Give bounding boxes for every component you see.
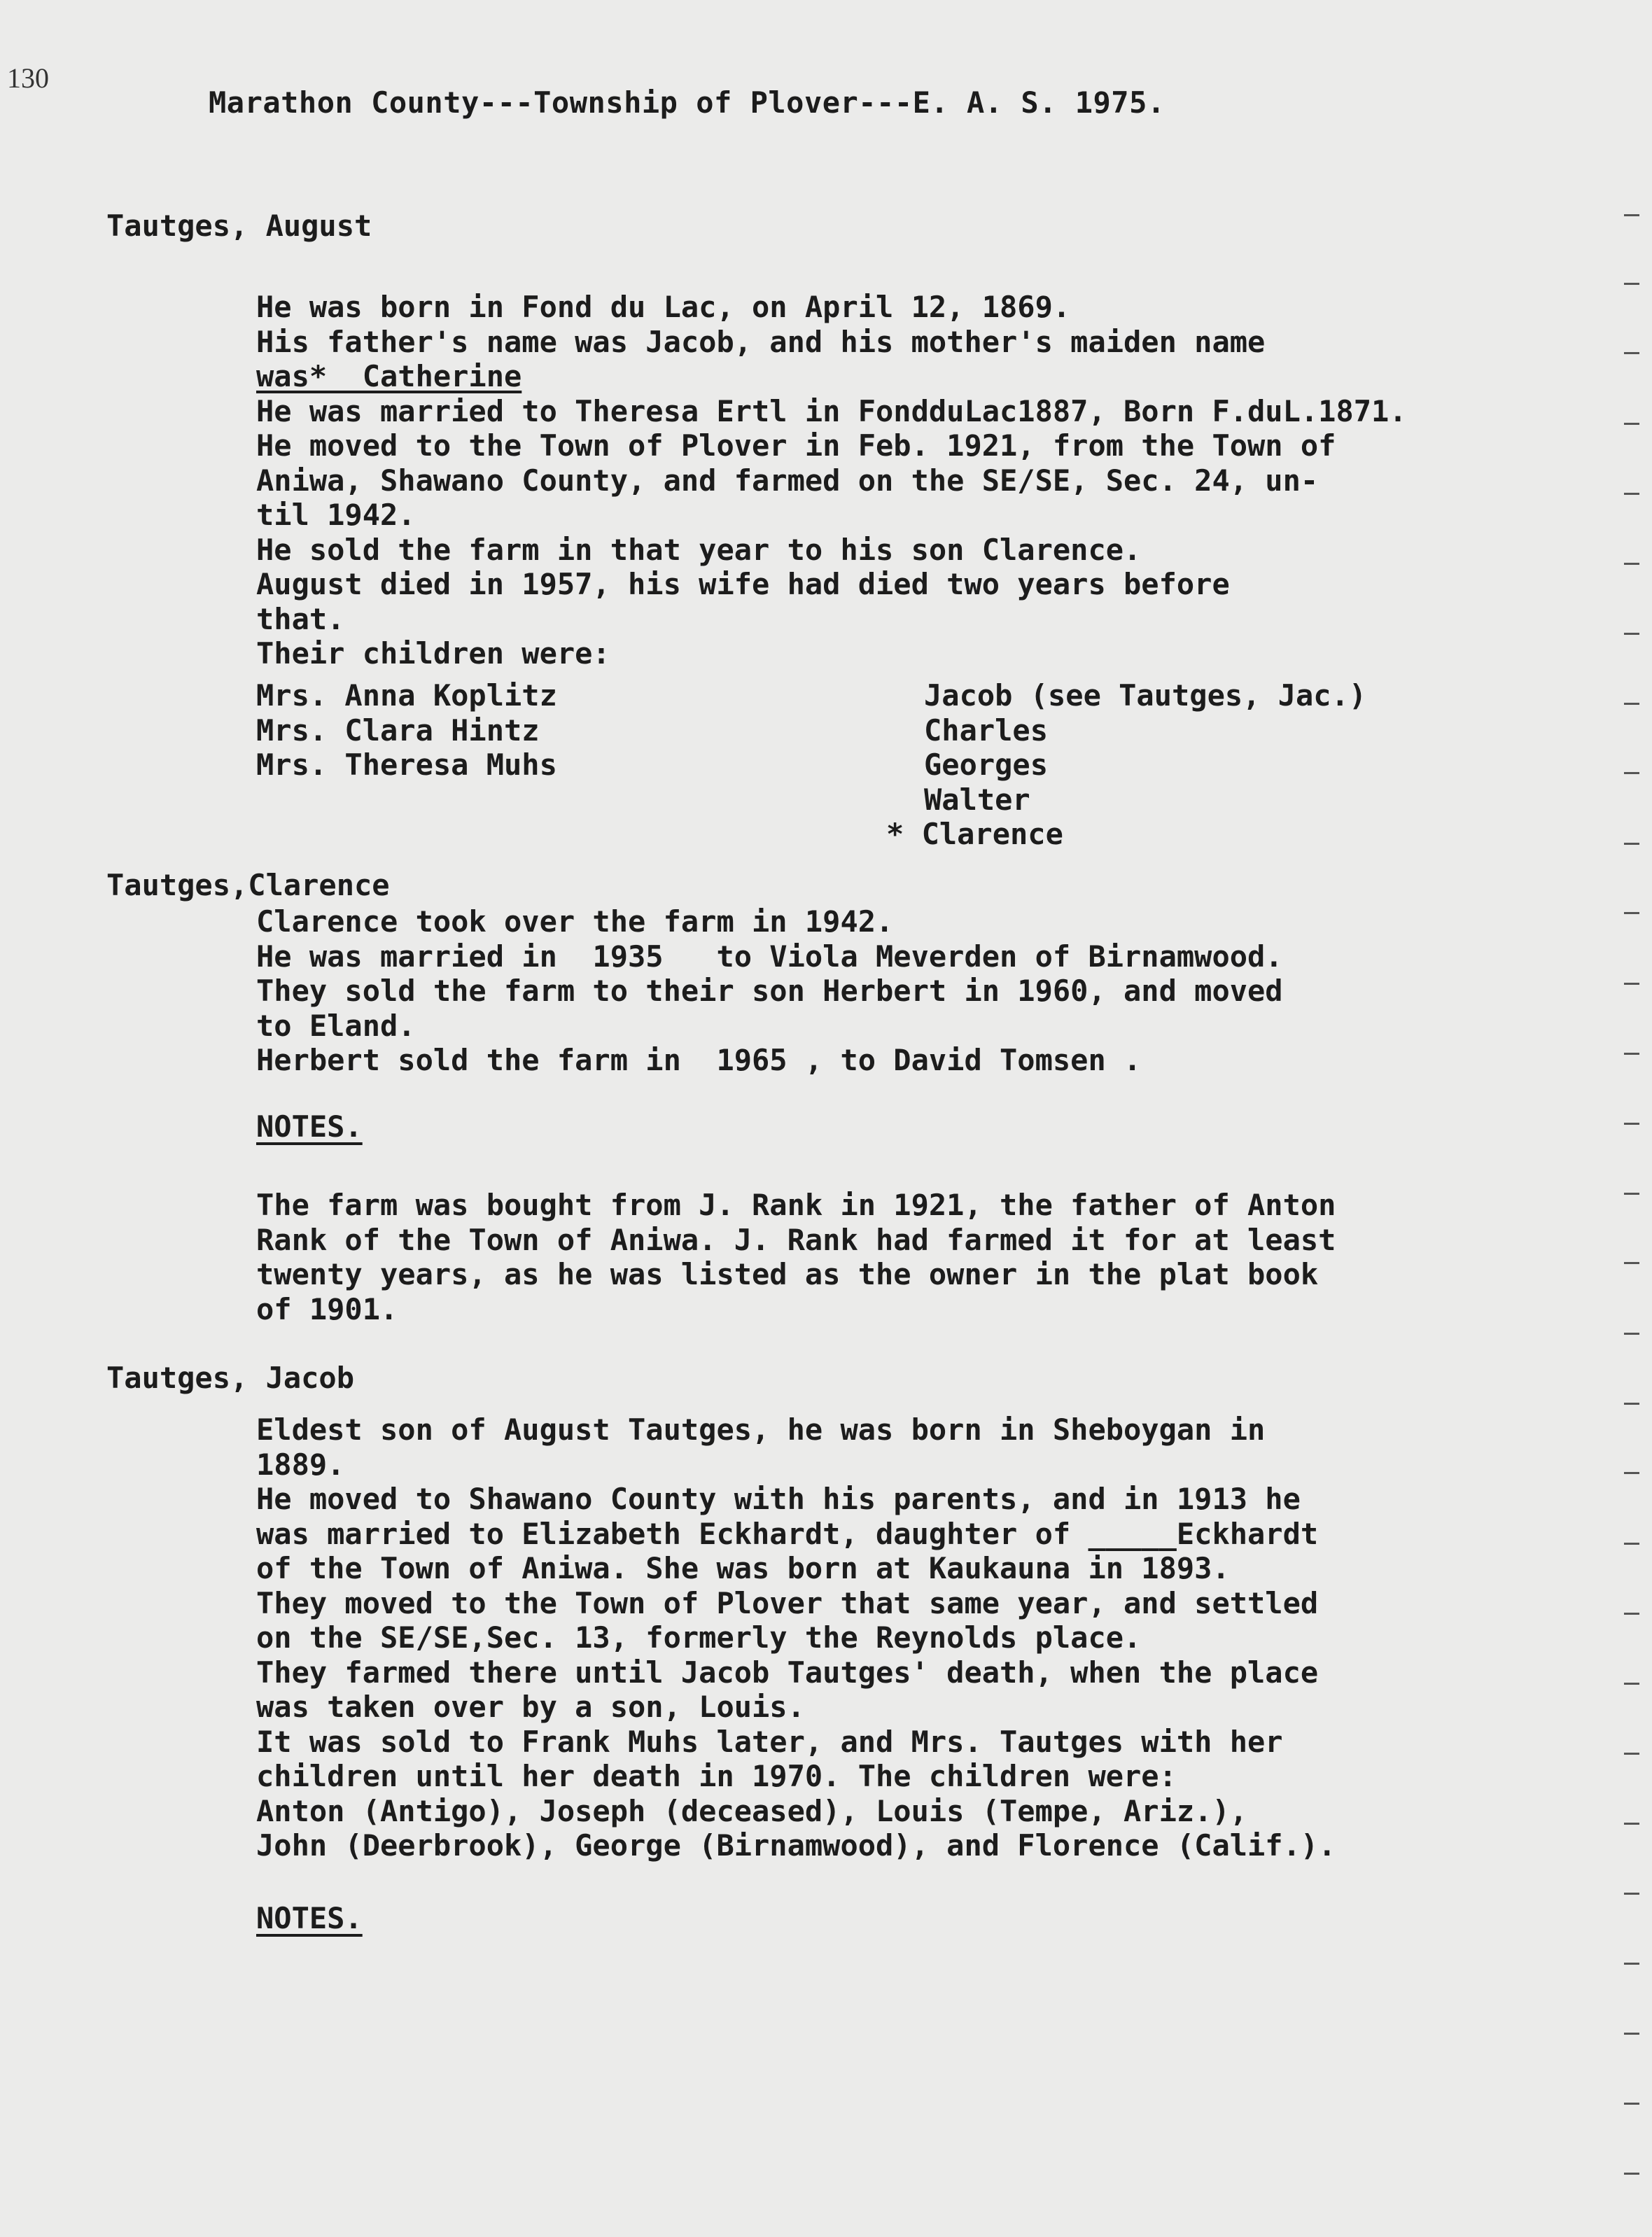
notes-label-jacob: NOTES. xyxy=(256,1901,363,1935)
text-line: They farmed there until Jacob Tautges' death, when the place xyxy=(256,1655,1319,1690)
child-item: Jacob (see Tautges, Jac.) xyxy=(924,678,1367,713)
text-line: of 1901. xyxy=(256,1291,398,1326)
margin-tick xyxy=(1624,563,1639,565)
text-line: They moved to the Town of Plover that same year, and settled xyxy=(256,1585,1319,1620)
margin-tick xyxy=(1624,2103,1639,2105)
text-line: He moved to Shawano County with his parents, and in 1913 he xyxy=(256,1482,1301,1516)
margin-tick xyxy=(1624,1123,1639,1125)
text-line: He sold the farm in that year to his son Clarence. xyxy=(256,532,1142,567)
text-line: was taken over by a son, Louis. xyxy=(256,1690,805,1724)
text-line: The farm was bought from J. Rank in 1921, the father of Anton xyxy=(256,1188,1336,1222)
margin-tick xyxy=(1624,1963,1639,1965)
margin-tick xyxy=(1624,983,1639,985)
entry-name-jacob: Tautges, Jacob xyxy=(106,1361,355,1395)
margin-tick xyxy=(1624,2033,1639,2035)
text-line: He was married to Theresa Ertl in FondduLac1887, Born F.duL.1871. xyxy=(256,393,1407,428)
text-line: on the SE/SE,Sec. 13, formerly the Reynolds place. xyxy=(256,1620,1142,1655)
text-line: to Eland. xyxy=(256,1008,416,1043)
text-line: Anton (Antigo), Joseph (deceased), Louis (Tempe, Ariz.), xyxy=(256,1793,1248,1828)
text-line: Aniwa, Shawano County, and farmed on the SE/SE, Sec. 24, un- xyxy=(256,463,1319,498)
text-line: til 1942. xyxy=(256,498,416,532)
text-line: was married to Elizabeth Eckhardt, daughter of _____Eckhardt xyxy=(256,1516,1319,1551)
margin-tick xyxy=(1624,1823,1639,1825)
child-item: Charles xyxy=(924,713,1049,748)
margin-tick xyxy=(1624,772,1639,774)
child-item: Mrs. Clara Hintz xyxy=(256,713,540,748)
margin-tick xyxy=(1624,1613,1639,1615)
margin-tick xyxy=(1624,912,1639,914)
entry-august-body xyxy=(256,290,1628,671)
margin-tick xyxy=(1624,1053,1639,1055)
text-line: He was married in 1935 to Viola Meverden of Birnamwood. xyxy=(256,939,1283,974)
notes-clarence-body xyxy=(256,1188,1628,1326)
entry-clarence-body xyxy=(256,904,1628,1078)
page-heading: Marathon County---Township of Plover---E. A. S. 1975. xyxy=(209,85,1166,120)
child-item: Walter xyxy=(924,782,1030,817)
margin-ticks xyxy=(1624,0,1645,2237)
margin-tick xyxy=(1624,283,1639,285)
margin-tick xyxy=(1624,1262,1639,1264)
child-item: Georges xyxy=(924,748,1049,782)
children-list-right xyxy=(886,678,1366,852)
margin-tick xyxy=(1624,1683,1639,1685)
entry-name-clarence: Tautges,Clarence xyxy=(106,868,390,902)
text-line: 1889. xyxy=(256,1447,345,1482)
children-list-left xyxy=(256,678,557,783)
text-line: children until her death in 1970. The children were: xyxy=(256,1759,1177,1793)
text-line: His father's name was Jacob, and his mother's maiden name xyxy=(256,324,1266,359)
margin-tick xyxy=(1624,352,1639,354)
text-line: He was born in Fond du Lac, on April 12, 1869. xyxy=(256,290,1071,324)
margin-tick xyxy=(1624,1472,1639,1474)
notes-label-clarence: NOTES. xyxy=(256,1109,363,1144)
text-line: Rank of the Town of Aniwa. J. Rank had farmed it for at least xyxy=(256,1222,1336,1257)
margin-tick xyxy=(1624,703,1639,705)
text-line: They sold the farm to their son Herbert in 1960, and moved xyxy=(256,974,1283,1008)
margin-tick xyxy=(1624,1543,1639,1545)
margin-tick xyxy=(1624,1403,1639,1405)
text-line: Their children were: xyxy=(256,636,610,671)
child-item: Mrs. Anna Koplitz xyxy=(256,678,557,713)
text-line: of the Town of Aniwa. She was born at Kaukauna in 1893. xyxy=(256,1551,1230,1585)
text-line: It was sold to Frank Muhs later, and Mrs. Tautges with her xyxy=(256,1724,1283,1759)
margin-tick xyxy=(1624,493,1639,495)
margin-tick xyxy=(1624,633,1639,635)
margin-tick xyxy=(1624,214,1639,216)
margin-tick xyxy=(1624,1193,1639,1195)
child-item: Mrs. Theresa Muhs xyxy=(256,748,557,782)
text-line: August died in 1957, his wife had died two years before xyxy=(256,567,1230,601)
child-item: * Clarence xyxy=(886,817,1063,851)
entry-name-august: Tautges, August xyxy=(106,209,372,243)
margin-tick xyxy=(1624,843,1639,845)
text-line: twenty years, as he was listed as the owner in the plat book xyxy=(256,1257,1319,1291)
text-line: John (Deerbrook), George (Birnamwood), and Florence (Calif.). xyxy=(256,1828,1336,1863)
text-line: Herbert sold the farm in 1965 , to David Tomsen . xyxy=(256,1043,1142,1077)
text-line: Eldest son of August Tautges, he was born in Sheboygan in xyxy=(256,1412,1266,1447)
margin-tick xyxy=(1624,1893,1639,1895)
margin-tick xyxy=(1624,423,1639,425)
text-line: was* Catherine xyxy=(256,359,522,393)
text-line: Clarence took over the farm in 1942. xyxy=(256,904,894,939)
margin-tick xyxy=(1624,1753,1639,1755)
margin-tick xyxy=(1624,2173,1639,2175)
margin-tick xyxy=(1624,1333,1639,1335)
page-number: 130 xyxy=(7,62,49,94)
text-line: He moved to the Town of Plover in Feb. 1921, from the Town of xyxy=(256,428,1336,463)
text-line: that. xyxy=(256,601,345,636)
entry-jacob-body xyxy=(256,1412,1628,1863)
